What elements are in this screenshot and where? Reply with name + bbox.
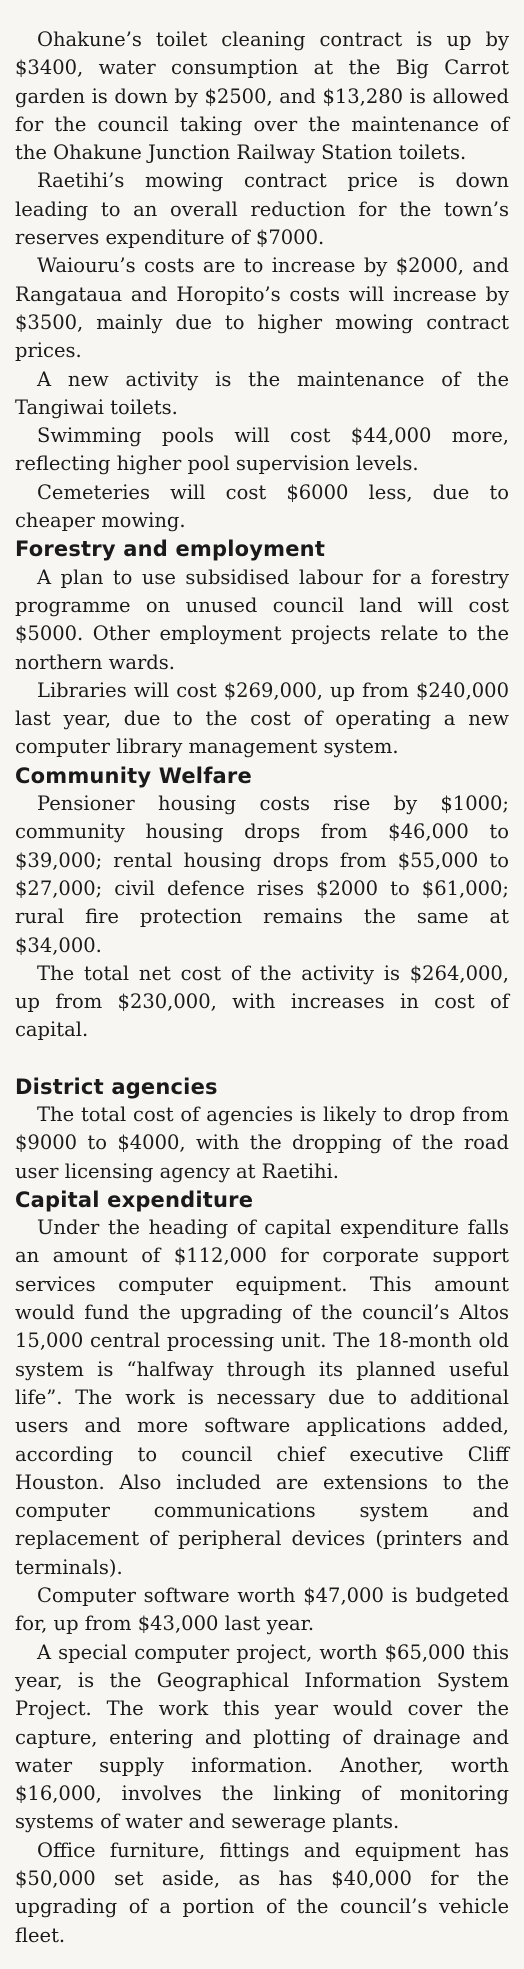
paragraph-waiouru-costs: Waiouru’s costs are to increase by $2000, and Rangataua and Horopito’s costs will increase by $3500, mainly due to higher mowing contract prices.	[15, 254, 509, 363]
paragraph-tangiwai-toilets: A new activity is the maintenance of the Tangiwai toilets.	[15, 367, 509, 419]
paragraph-cemeteries: Cemeteries will cost $6000 less, due to cheaper mowing.	[15, 480, 509, 533]
article-column	[15, 26, 509, 1950]
paragraph-gis-project: A special computer project, worth $65,000 this year, is the Geographical Information System Project. The work this year would cover the capture, entering and plotting of drainage and water supply information. Another, worth $16,000, involves the linking of monitoring systems of water and sewerage plants.	[15, 1640, 509, 1834]
paragraph-computer-software: Computer software worth $47,000 is budgeted for, up from $43,000 last year.	[15, 1584, 509, 1636]
paragraph-raetihi-mowing: Raetihi’s mowing contract price is down leading to an overall reduction for the town’s reserves expenditure of $7000.	[15, 169, 509, 250]
paragraph-swimming-pools: Swimming pools will cost $44,000 more, reflecting higher pool supervision levels.	[15, 424, 509, 476]
paragraph-total-net-cost: The total net cost of the activity is $264,000, up from $230,000, with increases in cost of capital.	[15, 961, 509, 1042]
heading-community-welfare: Community Welfare	[15, 763, 252, 788]
paragraph-computer-equipment: Under the heading of capital expenditure falls an amount of $112,000 for corporate support services computer equipment. This amount would fund the upgrading of the council’s Altos 15,000 central processing unit. The 18-month old system is “halfway through its planned useful life”. The work is necessary due to additional users and more software applications added, according to council chief executive Cliff Houston. Also included are extensions to the computer communications system and replacement of peripheral devices (printers and terminals).	[15, 1216, 509, 1579]
heading-district-agencies: District agencies	[15, 1074, 218, 1099]
paragraph-ohakune-toilets: Ohakune’s toilet cleaning contract is up by $3400, water consumption at the Big Carrot garden is down by $2500, and $13,280 is allowed for the council taking over the maintenance of the Ohakune Junction Railway Station toilets.	[15, 28, 509, 165]
section-gap	[15, 1045, 509, 1073]
paragraph-agencies-cost: The total cost of agencies is likely to drop from $9000 to $4000, with the dropping of the road user licensing agency at Raetihi.	[15, 1102, 509, 1183]
paragraph-office-furniture: Office furniture, fittings and equipment has $50,000 set aside, as has $40,000 for the upgrading of a portion of the council’s vehicle fleet.	[15, 1838, 509, 1947]
paragraph-housing-costs: Pensioner housing costs rise by $1000; community housing drops from $46,000 to $39,000; rental housing drops from $55,000 to $27,000; civil defence rises $2000 to $61,000; rural fire protection remains the same at $34,000.	[15, 792, 509, 957]
heading-forestry-employment: Forestry and employment	[15, 537, 326, 562]
paragraph-libraries: Libraries will cost $269,000, up from $240,000 last year, due to the cost of operating a new computer library management system.	[15, 678, 509, 759]
heading-capital-expenditure: Capital expenditure	[15, 1187, 254, 1212]
paragraph-forestry-plan: A plan to use subsidised labour for a forestry programme on unused council land will cost $5000. Other employment projects relate to the northern wards.	[15, 565, 509, 674]
